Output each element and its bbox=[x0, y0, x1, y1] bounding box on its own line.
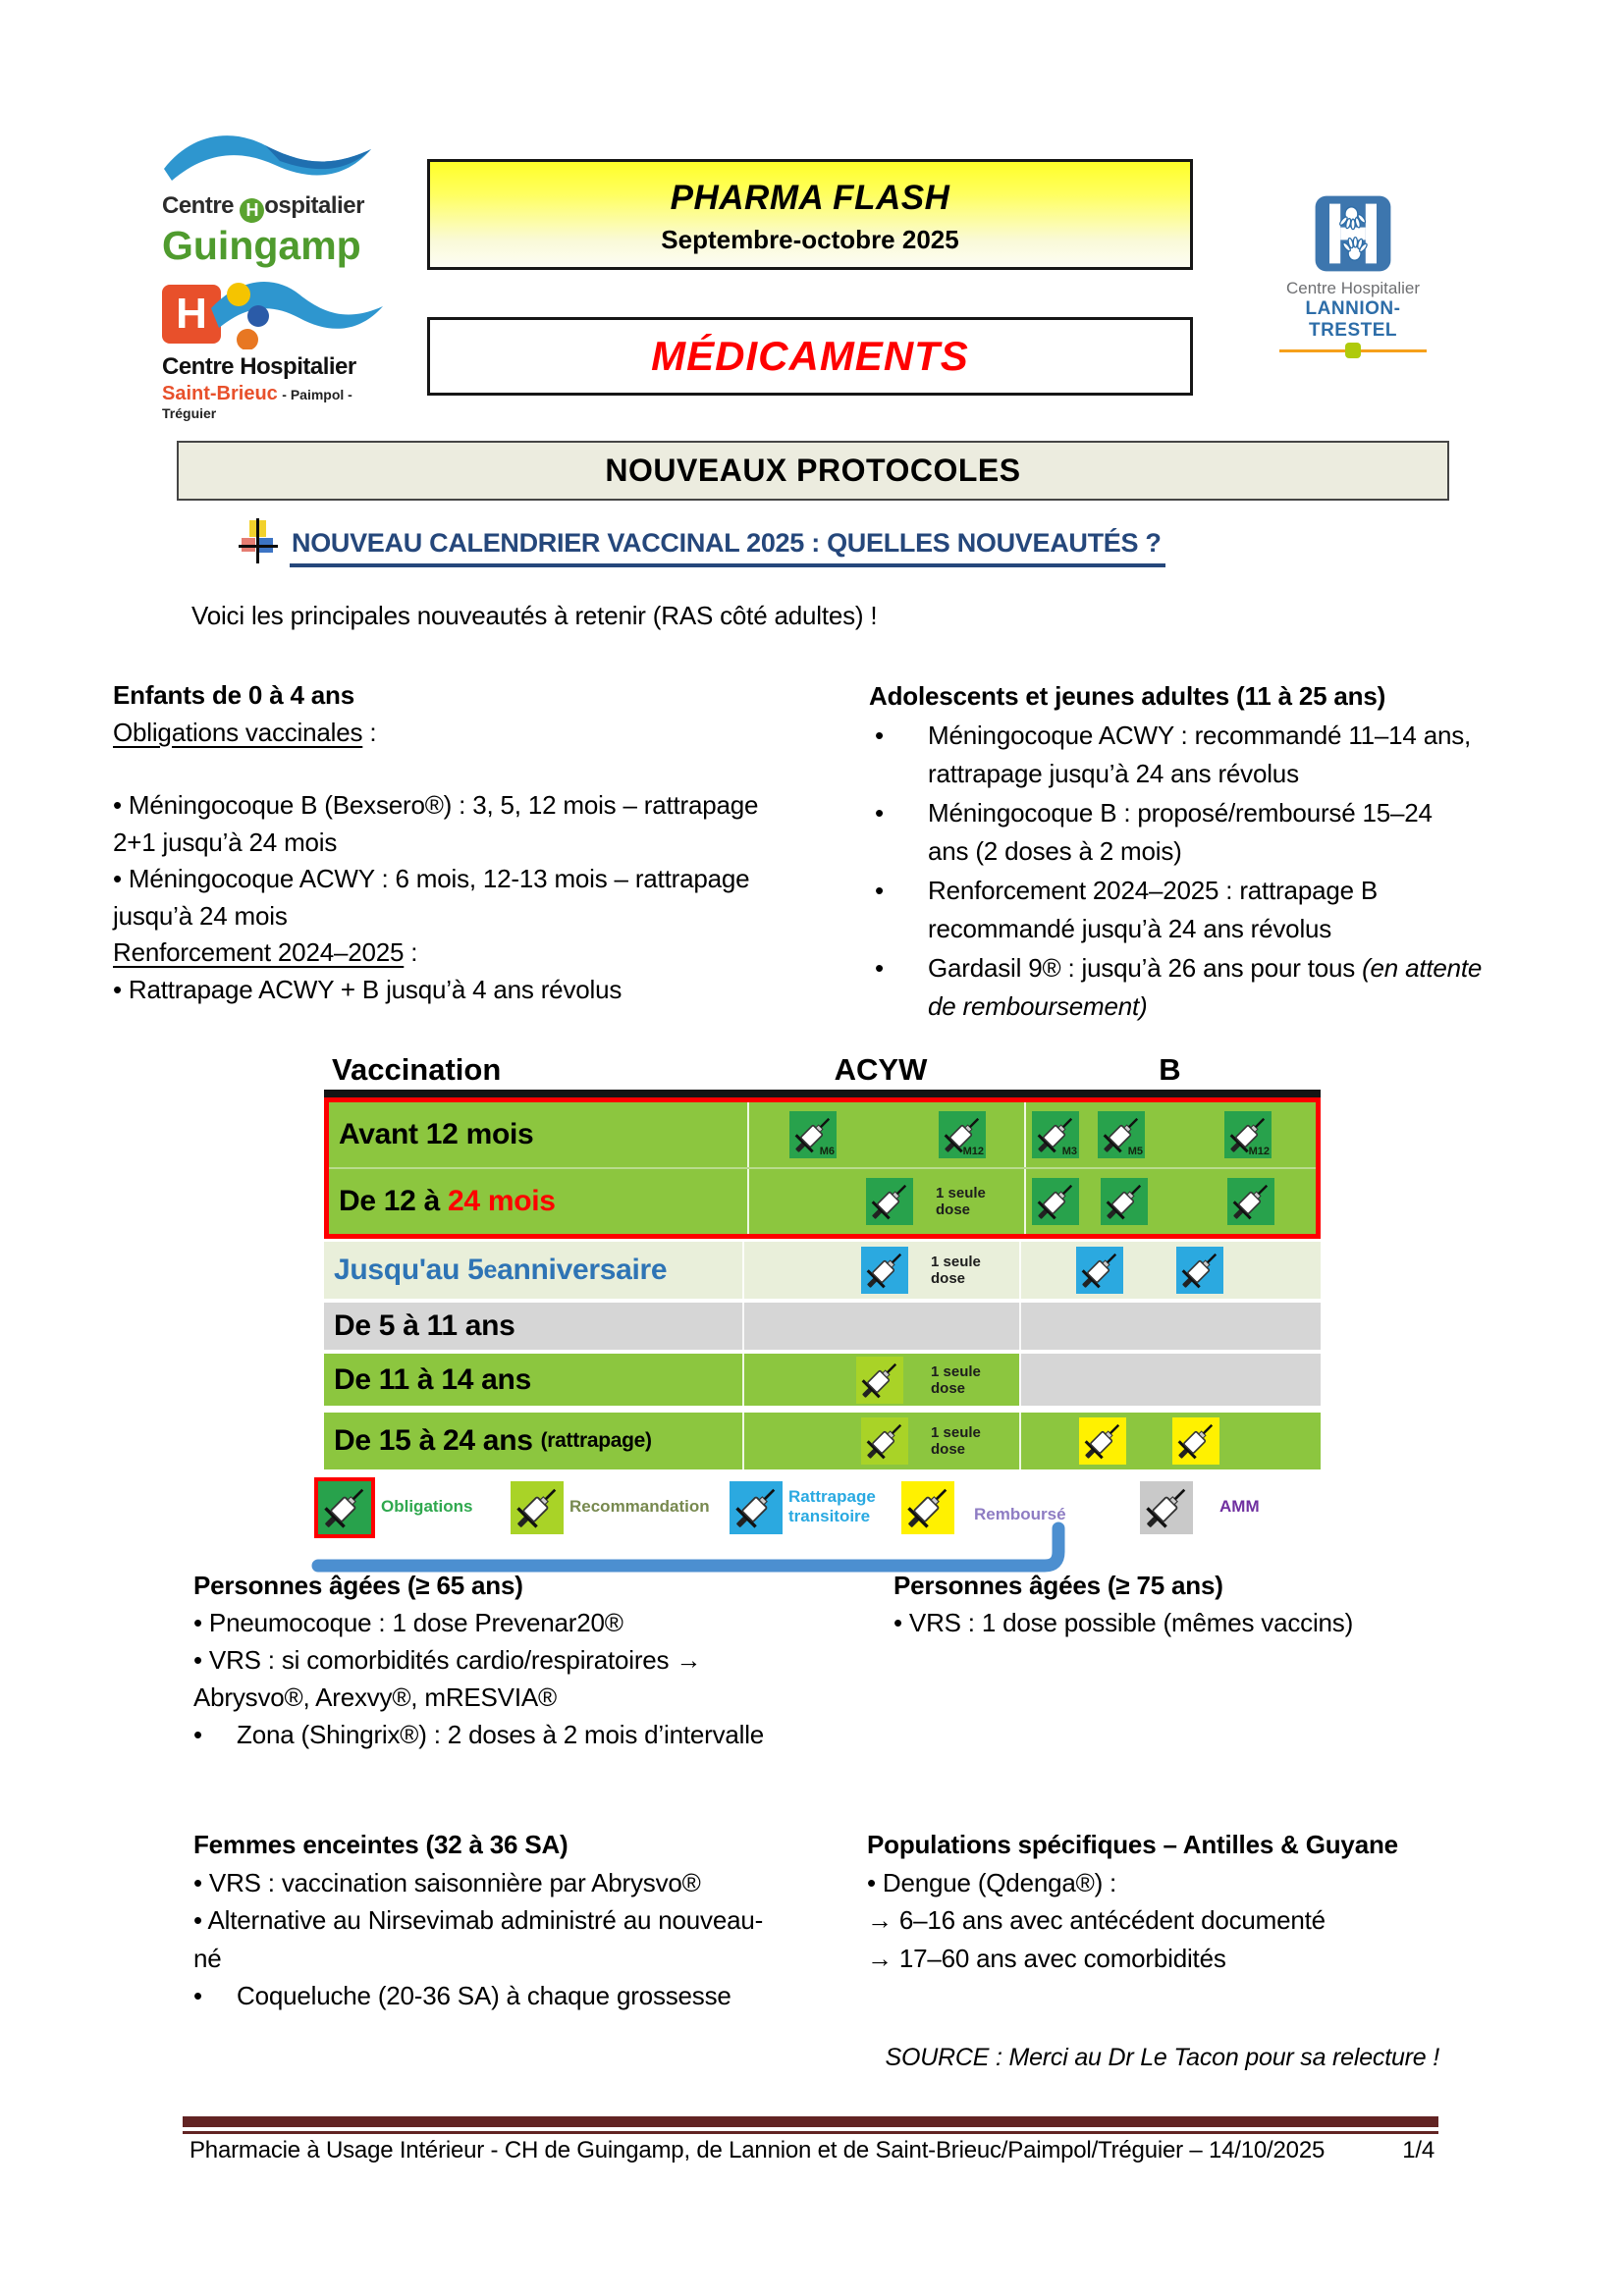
bullet-line: • Pneumocoque : 1 dose Prevenar20® bbox=[193, 1608, 623, 1637]
h-hands-icon bbox=[1313, 194, 1393, 273]
logo-saint-brieuc-line2: Saint-Brieuc - Paimpol - Tréguier bbox=[162, 383, 352, 421]
syringe-icon bbox=[1079, 1417, 1126, 1465]
cell-b bbox=[1019, 1303, 1321, 1350]
syringe-icon bbox=[1076, 1247, 1123, 1294]
bullet-line: • Zona (Shingrix®) : 2 doses à 2 mois d’intervalle bbox=[193, 1720, 765, 1749]
footer-page-number: 1/4 bbox=[1402, 2137, 1435, 2163]
bullet-line: • VRS : 1 dose possible (mêmes vaccins) bbox=[893, 1608, 1354, 1637]
cell-acyw bbox=[742, 1242, 1019, 1299]
vaccination-table bbox=[324, 1043, 1321, 1560]
syringe-icon bbox=[901, 1481, 954, 1534]
cell-acyw bbox=[742, 1413, 1019, 1469]
bullet-line: 2+1 jusqu’à 24 mois bbox=[113, 827, 338, 857]
syringe-icon: M5 bbox=[1098, 1111, 1145, 1158]
syringe-icon bbox=[1227, 1178, 1274, 1225]
footer bbox=[189, 2137, 1435, 2164]
table-row bbox=[324, 1354, 1321, 1406]
logo-guingamp bbox=[162, 130, 378, 269]
dose-note: 1 seule dose bbox=[936, 1185, 986, 1218]
syringe-icon: M12 bbox=[1224, 1111, 1272, 1158]
category-label: MÉDICAMENTS bbox=[651, 333, 969, 379]
article-intro: Voici les principales nouveautés à retenir (RAS côté adultes) ! bbox=[191, 601, 878, 630]
pharma-flash-banner bbox=[427, 159, 1193, 270]
bullet-line: né bbox=[193, 1943, 222, 1973]
cell-acyw bbox=[742, 1303, 1019, 1350]
arrow-line: → 17–60 ans avec comorbidités bbox=[867, 1943, 1226, 1973]
obligation-rows-outline bbox=[324, 1097, 1321, 1239]
footer-text: Pharmacie à Usage Intérieur - CH de Guingamp, de Lannion et de Saint-Brieuc/Paimpol/Tréguier – 14/10/2025 bbox=[189, 2137, 1326, 2163]
table-row bbox=[324, 1413, 1321, 1469]
logo-saint-brieuc-line1: Centre Hospitalier bbox=[162, 353, 356, 380]
syringe-icon bbox=[856, 1357, 903, 1404]
row-label: De 12 à 24 mois bbox=[329, 1169, 747, 1234]
logo-lannion-line2: LANNION-TRESTEL bbox=[1305, 298, 1401, 341]
syringe-icon bbox=[1101, 1178, 1148, 1225]
article-heading: NOUVEAU CALENDRIER VACCINAL 2025 : QUELLES NOUVEAUTÉS ? bbox=[290, 528, 1165, 567]
syringe-icon bbox=[1176, 1247, 1223, 1294]
syringe-icon bbox=[861, 1417, 908, 1465]
h-icon: H bbox=[162, 285, 221, 344]
legend-label: Remboursé bbox=[974, 1505, 1066, 1523]
header-rule bbox=[324, 1090, 1321, 1097]
logo-saint-brieuc bbox=[162, 281, 407, 423]
syringe-icon bbox=[730, 1481, 783, 1534]
logo-lannion-rule bbox=[1279, 349, 1427, 352]
logo-guingamp-line1: Centre H ospitalier bbox=[162, 192, 378, 223]
logo-lannion-trestel bbox=[1274, 194, 1432, 352]
bullet-line: jusqu’à 24 mois bbox=[113, 900, 288, 931]
banner-title: PHARMA FLASH bbox=[670, 179, 950, 217]
syringe-icon bbox=[1172, 1417, 1219, 1465]
syringe-icon bbox=[866, 1178, 913, 1225]
column-header: Vaccination bbox=[332, 1052, 502, 1087]
section-femmes-enceintes bbox=[193, 1826, 871, 2015]
row-label: Avant 12 mois bbox=[329, 1102, 747, 1167]
list-item: • Méningocoque B : proposé/remboursé 15–24 ans (2 doses à 2 mois) bbox=[875, 797, 1433, 866]
syringe-icon: M12 bbox=[939, 1111, 986, 1158]
cell-b bbox=[1019, 1413, 1321, 1469]
section-enfants bbox=[113, 677, 835, 1008]
logo-guingamp-city: Guingamp bbox=[162, 223, 361, 268]
cell-b bbox=[1019, 1354, 1321, 1406]
dose-note: 1 seule dose bbox=[931, 1254, 981, 1287]
row-label: Jusqu'au 5 e anniversaire bbox=[324, 1242, 742, 1299]
table-row bbox=[329, 1102, 1316, 1167]
cell-b bbox=[1024, 1169, 1316, 1234]
table-row bbox=[324, 1303, 1321, 1350]
subheading: Renforcement 2024–2025 : bbox=[113, 937, 418, 967]
syringe-icon bbox=[1140, 1481, 1193, 1534]
syringe-icon bbox=[1032, 1178, 1079, 1225]
bullet-line: • Méningocoque ACWY : 6 mois, 12-13 mois – rattrapage bbox=[113, 864, 750, 893]
wave-icon bbox=[162, 130, 373, 190]
section-title: Populations spécifiques – Antilles & Guyane bbox=[867, 1830, 1398, 1859]
bullet-line: • VRS : si comorbidités cardio/respiratoires → bbox=[193, 1645, 702, 1675]
cell-b bbox=[1019, 1242, 1321, 1299]
section-populations bbox=[867, 1826, 1505, 1977]
subheading: Obligations vaccinales : bbox=[113, 717, 377, 747]
dose-note: 1 seule dose bbox=[931, 1424, 981, 1458]
row-label: De 11 à 14 ans bbox=[324, 1354, 742, 1406]
bullet-line: Abrysvo®, Arexvy®, mRESVIA® bbox=[193, 1682, 557, 1712]
section-adolescents bbox=[869, 677, 1532, 1027]
green-square-icon bbox=[1345, 343, 1361, 358]
footer-separator bbox=[183, 2116, 1438, 2134]
pushpin-icon bbox=[242, 518, 279, 567]
cell-acyw bbox=[742, 1354, 1019, 1406]
section-title: Personnes âgées (≥ 65 ans) bbox=[193, 1571, 523, 1600]
row-label: De 15 à 24 ans (rattrapage) bbox=[324, 1413, 742, 1469]
bullet-line: • Coqueluche (20-36 SA) à chaque grossesse bbox=[193, 1981, 731, 2010]
table-header bbox=[324, 1043, 1321, 1090]
bullet-line: • Alternative au Nirsevimab administré au nouveau- bbox=[193, 1905, 764, 1935]
column-header: B bbox=[1159, 1052, 1181, 1087]
h-icon: H bbox=[240, 198, 264, 223]
section-bar-label: NOUVEAUX PROTOCOLES bbox=[605, 453, 1021, 488]
bullet-line: • VRS : vaccination saisonnière par Abrysvo® bbox=[193, 1867, 701, 1897]
legend-label: Recommandation bbox=[569, 1497, 710, 1516]
section-seniors-65 bbox=[193, 1567, 841, 1753]
table-row bbox=[329, 1167, 1316, 1234]
cell-acyw bbox=[747, 1102, 1024, 1167]
list-item: • Méningocoque ACWY : recommandé 11–14 ans, rattrapage jusqu’à 24 ans révolus bbox=[875, 720, 1472, 788]
row-label: De 5 à 11 ans bbox=[324, 1303, 742, 1350]
syringe-icon: M3 bbox=[1032, 1111, 1079, 1158]
table-row bbox=[324, 1242, 1321, 1299]
section-title: Femmes enceintes (32 à 36 SA) bbox=[193, 1830, 568, 1859]
bullet-line: • Rattrapage ACWY + B jusqu’à 4 ans révolus bbox=[113, 974, 623, 1004]
category-box bbox=[427, 317, 1193, 396]
syringe-icon: M6 bbox=[789, 1111, 837, 1158]
legend-label: Rattrapage transitoire bbox=[788, 1487, 876, 1525]
wave-dots-icon bbox=[201, 281, 427, 349]
banner-subtitle: Septembre-octobre 2025 bbox=[661, 225, 959, 254]
syringe-icon bbox=[861, 1247, 908, 1294]
syringe-icon bbox=[511, 1481, 564, 1534]
cell-acyw bbox=[747, 1169, 1024, 1234]
legend-label: Obligations bbox=[381, 1497, 473, 1516]
section-seniors-75 bbox=[893, 1567, 1502, 1641]
column-header: ACYW bbox=[834, 1052, 928, 1087]
section-bar bbox=[177, 441, 1449, 501]
cell-b bbox=[1024, 1102, 1316, 1167]
list-item: • Renforcement 2024–2025 : rattrapage B recommandé jusqu’à 24 ans révolus bbox=[875, 875, 1379, 943]
dose-note: 1 seule dose bbox=[931, 1362, 981, 1397]
table-legend bbox=[324, 1477, 1321, 1560]
source-note: SOURCE : Merci au Dr Le Tacon pour sa relecture ! bbox=[885, 2044, 1439, 2071]
syringe-icon bbox=[318, 1481, 371, 1534]
bullet-line: • Méningocoque B (Bexsero®) : 3, 5, 12 mois – rattrapage bbox=[113, 790, 759, 820]
list-item: • Gardasil 9® : jusqu’à 26 ans pour tous (en attente de remboursement) bbox=[875, 952, 1483, 1021]
legend-label: AMM bbox=[1219, 1497, 1260, 1516]
section-title: Enfants de 0 à 4 ans bbox=[113, 680, 354, 710]
arrow-line: → 6–16 ans avec antécédent documenté bbox=[867, 1905, 1326, 1935]
section-title: Personnes âgées (≥ 75 ans) bbox=[893, 1571, 1223, 1600]
section-title: Adolescents et jeunes adultes (11 à 25 ans) bbox=[869, 681, 1386, 711]
bullet-line: • Dengue (Qdenga®) : bbox=[867, 1867, 1117, 1897]
logo-lannion-line1: Centre Hospitalier bbox=[1285, 279, 1421, 297]
